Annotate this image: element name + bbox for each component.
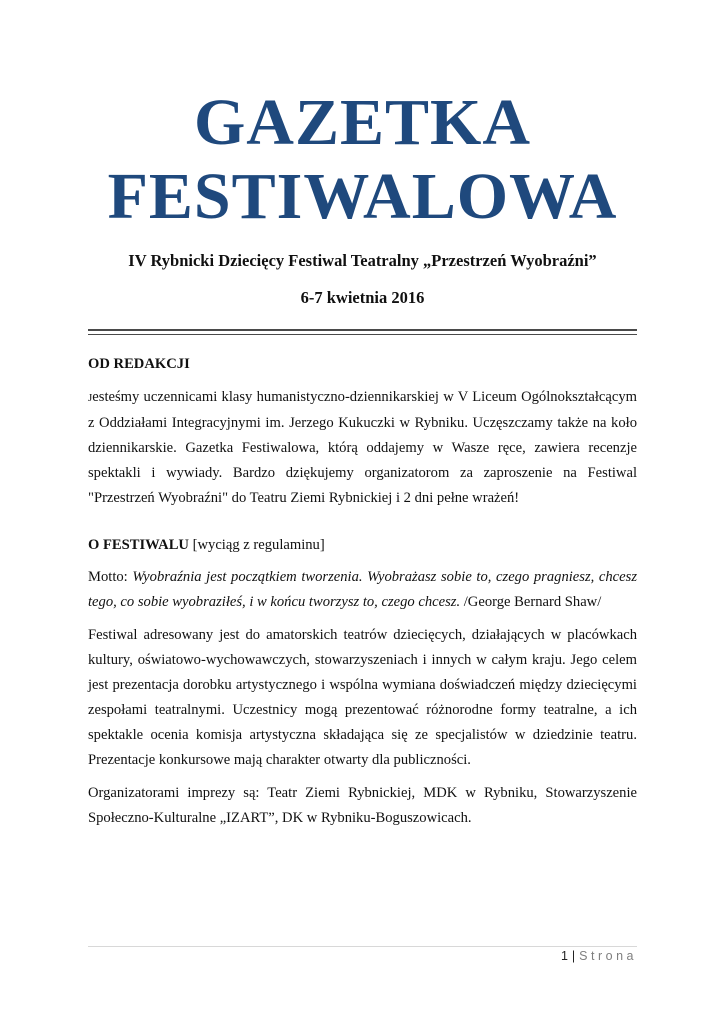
festival-heading <box>88 533 637 558</box>
editorial-first-letter: J <box>88 392 93 404</box>
masthead-line-1: GAZETKA <box>193 86 532 159</box>
motto-label: Motto: <box>88 569 133 585</box>
festival-heading-note: [wyciąg z regulaminu] <box>188 537 325 553</box>
main-content <box>88 352 637 831</box>
header-divider-thick <box>88 329 637 331</box>
motto-paragraph <box>88 565 637 615</box>
editorial-paragraph <box>88 385 637 511</box>
festival-paragraph-2: Organizatorami imprezy są: Teatr Ziemi Rybnickiej, MDK w Rybniku, Stowarzyszenie Społeczno-Kulturalne „IZART”, DK w Rybniku-Boguszowicach. <box>88 785 637 826</box>
footer-divider <box>88 946 637 947</box>
editorial-text: esteśmy uczennicami klasy humanistyczno-dziennikarskiej w V Liceum Ogólnokształcącym z Oddziałami Integracyjnymi im. Jerzego Kukuczki w Rybniku. Uczęszczamy także na koło dziennikarskie. Gazetka Festiwalowa, którą oddajemy w Wasze ręce, zawiera recenzje spektakli i wywiady. Bardzo dziękujemy organizatorom za zaproszenie na Festiwal "Przestrzeń Wyobraźni" do Teatru Ziemi Rybnickiej i 2 dni pełne wrażeń! <box>88 389 637 506</box>
header-divider-thin <box>88 334 637 335</box>
festival-paragraph-1: Festiwal adresowany jest do amatorskich teatrów dziecięcych, działających w placówkach kultury, oświatowo-wychowawczych, stowarzyszeniach i innych w całym kraju. Jego celem jest prezentacja dorobku artystycznego i wspólna wymiana doświadczeń między dziecięcymi zespołami teatralnymi. Uczestnicy mogą prezentować różnorodne formy teatralne, a ich spektakle ocenia komisja artystyczna składająca się ze specjalistów w dziedzinie teatru. Prezentacje konkursowe mają charakter otwarty dla publiczności. <box>88 627 637 768</box>
masthead-line-2: FESTIWALOWA <box>107 160 618 233</box>
motto-author: /George Bernard Shaw/ <box>460 594 602 610</box>
motto-quote: Wyobraźnia jest początkiem tworzenia. Wyobrażasz sobie to, czego pragniesz, chcesz tego, co sobie wyobraziłeś, i w końcu tworzysz to, czego chcesz. <box>88 569 637 610</box>
festival-heading-title: O FESTIWALU <box>88 537 189 553</box>
masthead-title <box>0 86 725 234</box>
page-label: Strona <box>579 949 637 963</box>
editorial-heading: OD REDAKCJI <box>88 356 190 372</box>
festival-dates: 6-7 kwietnia 2016 <box>300 288 425 307</box>
page-footer <box>561 949 637 963</box>
footer-separator: | <box>571 949 576 963</box>
page-number: 1 <box>560 949 568 963</box>
festival-subtitle: IV Rybnicki Dziecięcy Festiwal Teatralny „Przestrzeń Wyobraźni” <box>128 251 597 270</box>
